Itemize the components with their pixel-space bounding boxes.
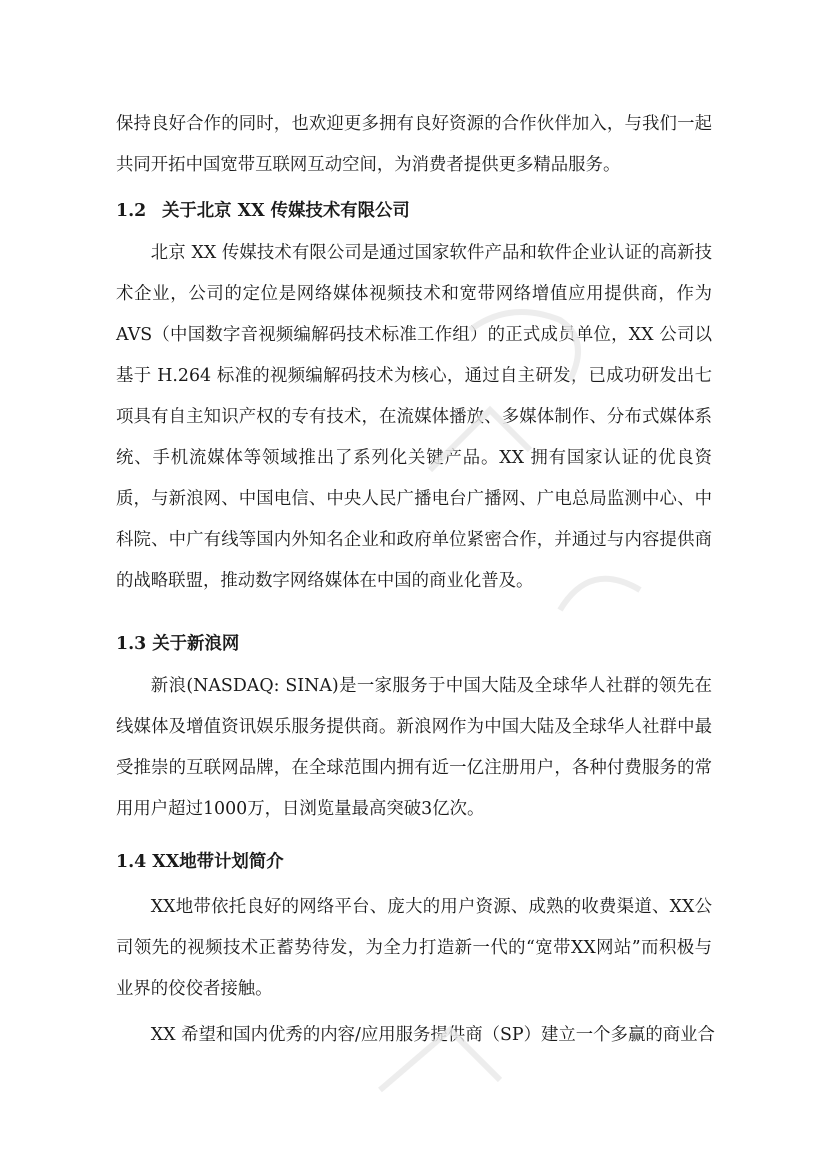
section-title: 关于北京 XX 传媒技术有限公司: [162, 201, 410, 221]
paragraph-text: XX地带依托良好的网络平台、庞大的用户资源、成熟的收费渠道、XX公司领先的视频技术正蓄势待发，为全力打造新一代的“宽带XX网站”而积极与业界的佼佼者接触。: [116, 897, 712, 999]
paragraph-text: 新浪(NASDAQ: SINA)是一家服务于中国大陆及全球华人社群的领先在线媒体及增值资讯娱乐服务提供商。新浪网作为中国大陆及全球华人社群中最受推崇的互联网品牌，在全球范围内拥有近一亿注册用户，各种付费服务的常用用户超过1000万，日浏览量最高突破3亿次。: [116, 676, 712, 819]
paragraph-plan-continued: [116, 1015, 715, 1056]
paragraph-intro-continued: [116, 104, 712, 186]
section-heading-1-2: [116, 191, 712, 232]
section-number: 1.2: [116, 201, 147, 221]
paragraph-plan: [116, 887, 712, 1010]
section-heading-1-4: [116, 842, 712, 883]
paragraph-company: [116, 233, 712, 602]
paragraph-text: 北京 XX 传媒技术有限公司是通过国家软件产品和软件企业认证的高新技术企业，公司的定位是网络媒体视频技术和宽带网络增值应用提供商，作为 AVS（中国数字音视频编解码技术标准工作组）的正式成员单位，XX 公司以基于 H.264 标准的视频编解码技术为核心，通过自主研发，已成功研发出七项具有自主知识产权的专有技术，在流媒体播放、多媒体制作、分布式媒体系统、手机流媒体等领域推出了系列化关键产品。XX 拥有国家认证的优良资质，与新浪网、中国电信、中央人民广播电台广播网、广电总局监测中心、中科院、中广有线等国内外知名企业和政府单位紧密合作，并通过与内容提供商的战略联盟，推动数字网络媒体在中国的商业化普及。: [116, 243, 712, 591]
paragraph-sina: [116, 666, 712, 830]
paragraph-text: XX 希望和国内优秀的内容/应用服务提供商（SP）建立一个多赢的商业合: [150, 1025, 715, 1045]
section-number: 1.3: [116, 634, 147, 654]
section-title: XX地带计划简介: [152, 852, 284, 872]
section-number: 1.4: [116, 852, 147, 872]
section-title: 关于新浪网: [152, 634, 240, 654]
paragraph-text: 保持良好合作的同时，也欢迎更多拥有良好资源的合作伙伴加入，与我们一起共同开拓中国宽带互联网互动空间，为消费者提供更多精品服务。: [116, 114, 712, 175]
section-heading-1-3: [116, 624, 712, 665]
